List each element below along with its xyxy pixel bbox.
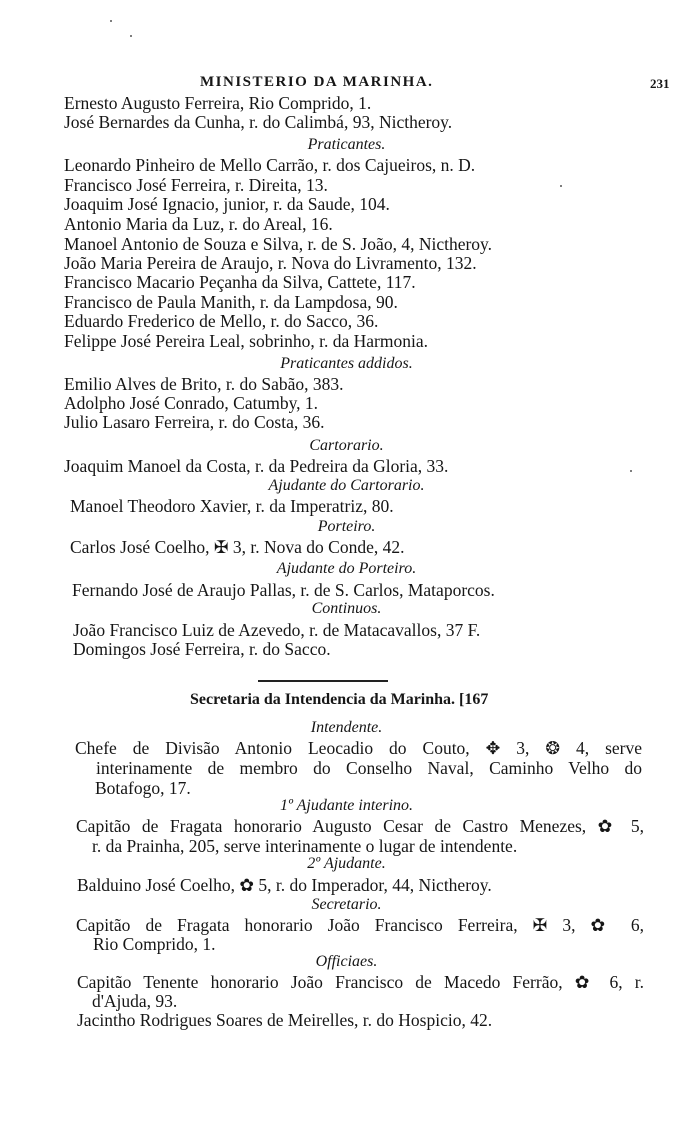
page-number: 231 (650, 76, 670, 91)
entry-continuation: interinamente de membro do Conselho Naval, Caminho Velho do (96, 758, 642, 778)
entry: Eduardo Frederico de Mello, r. do Sacco, 36. (64, 311, 379, 331)
entry: Manoel Antonio de Souza e Silva, r. de S. João, 4, Nictheroy. (64, 234, 493, 254)
entry: Fernando José de Araujo Pallas, r. de S. Carlos, Mataporcos. (72, 580, 495, 600)
section-heading: Cartorario. (309, 437, 384, 454)
entry-continuation: Botafogo, 17. (95, 778, 191, 798)
entry: Domingos José Ferreira, r. do Sacco. (73, 639, 331, 659)
paper-speck (630, 470, 632, 472)
entry: Adolpho José Conrado, Catumby, 1. (64, 393, 319, 413)
entry: Joaquim Manoel da Costa, r. da Pedreira da Gloria, 33. (64, 456, 449, 476)
entry: Felippe José Pereira Leal, sobrinho, r. da Harmonia. (64, 331, 428, 351)
entry: Julio Lasaro Ferreira, r. do Costa, 36. (64, 412, 325, 432)
entry: João Francisco Luiz de Azevedo, r. de Matacavallos, 37 F. (73, 620, 481, 640)
entry: Francisco José Ferreira, r. Direita, 13. (64, 175, 328, 195)
entry: Antonio Maria da Luz, r. do Areal, 16. (64, 214, 333, 234)
section-heading: 1º Ajudante interino. (279, 797, 414, 814)
entry: Francisco de Paula Manith, r. da Lampdosa, 90. (64, 292, 398, 312)
section-heading: Officiaes. (315, 953, 378, 970)
entry: Balduino José Coelho, ✿ 5, r. do Imperador, 44, Nictheroy. (77, 875, 492, 895)
entry: Emilio Alves de Brito, r. do Sabão, 383. (64, 374, 344, 394)
entry: Capitão de Fragata honorario João Francisco Ferreira, ✠ 3, ✿ 6, (76, 915, 644, 935)
section-heading: Ajudante do Porteiro. (276, 560, 417, 577)
paper-speck (560, 185, 562, 187)
entry: Chefe de Divisão Antonio Leocadio do Couto, ✥ 3, ❂ 4, serve (75, 738, 642, 758)
paper-speck (110, 20, 112, 22)
entry: Ernesto Augusto Ferreira, Rio Comprido, 1. (64, 93, 372, 113)
entry: Joaquim José Ignacio, junior, r. da Saude, 104. (64, 194, 390, 214)
entry: Carlos José Coelho, ✠ 3, r. Nova do Conde, 42. (70, 537, 405, 557)
entry: Capitão Tenente honorario João Francisco de Macedo Ferrão, ✿ 6, r. (77, 972, 644, 992)
section-heading: Ajudante do Cartorario. (268, 477, 425, 494)
section-heading: 2º Ajudante. (307, 855, 386, 872)
entry: Manoel Theodoro Xavier, r. da Imperatriz, 80. (70, 496, 394, 516)
entry-continuation: Rio Comprido, 1. (93, 934, 216, 954)
page-header-title: MINISTERIO DA MARINHA. (200, 74, 434, 90)
entry-continuation: r. da Prainha, 205, serve interinamente o lugar de intendente. (92, 836, 518, 856)
section-heading: Secretario. (311, 896, 382, 913)
entry: João Maria Pereira de Araujo, r. Nova do Livramento, 132. (64, 253, 477, 273)
section-title: Secretaria da Intendencia da Marinha. [167 (190, 691, 489, 708)
entry: Jacintho Rodrigues Soares de Meirelles, r. do Hospicio, 42. (77, 1010, 493, 1030)
section-heading: Intendente. (310, 719, 383, 736)
section-divider (258, 680, 388, 682)
entry-continuation: d'Ajuda, 93. (92, 991, 178, 1011)
section-heading: Praticantes. (307, 136, 386, 153)
entry: José Bernardes da Cunha, r. do Calimbá, 93, Nictheroy. (64, 112, 453, 132)
entry: Francisco Macario Peçanha da Silva, Cattete, 117. (64, 272, 416, 292)
section-heading: Praticantes addidos. (280, 355, 413, 372)
section-heading: Porteiro. (317, 518, 376, 535)
section-heading: Continuos. (311, 600, 382, 617)
entry: Leonardo Pinheiro de Mello Carrão, r. dos Cajueiros, n. D. (64, 155, 476, 175)
paper-speck (130, 35, 132, 37)
entry: Capitão de Fragata honorario Augusto Cesar de Castro Menezes, ✿ 5, (76, 816, 644, 836)
